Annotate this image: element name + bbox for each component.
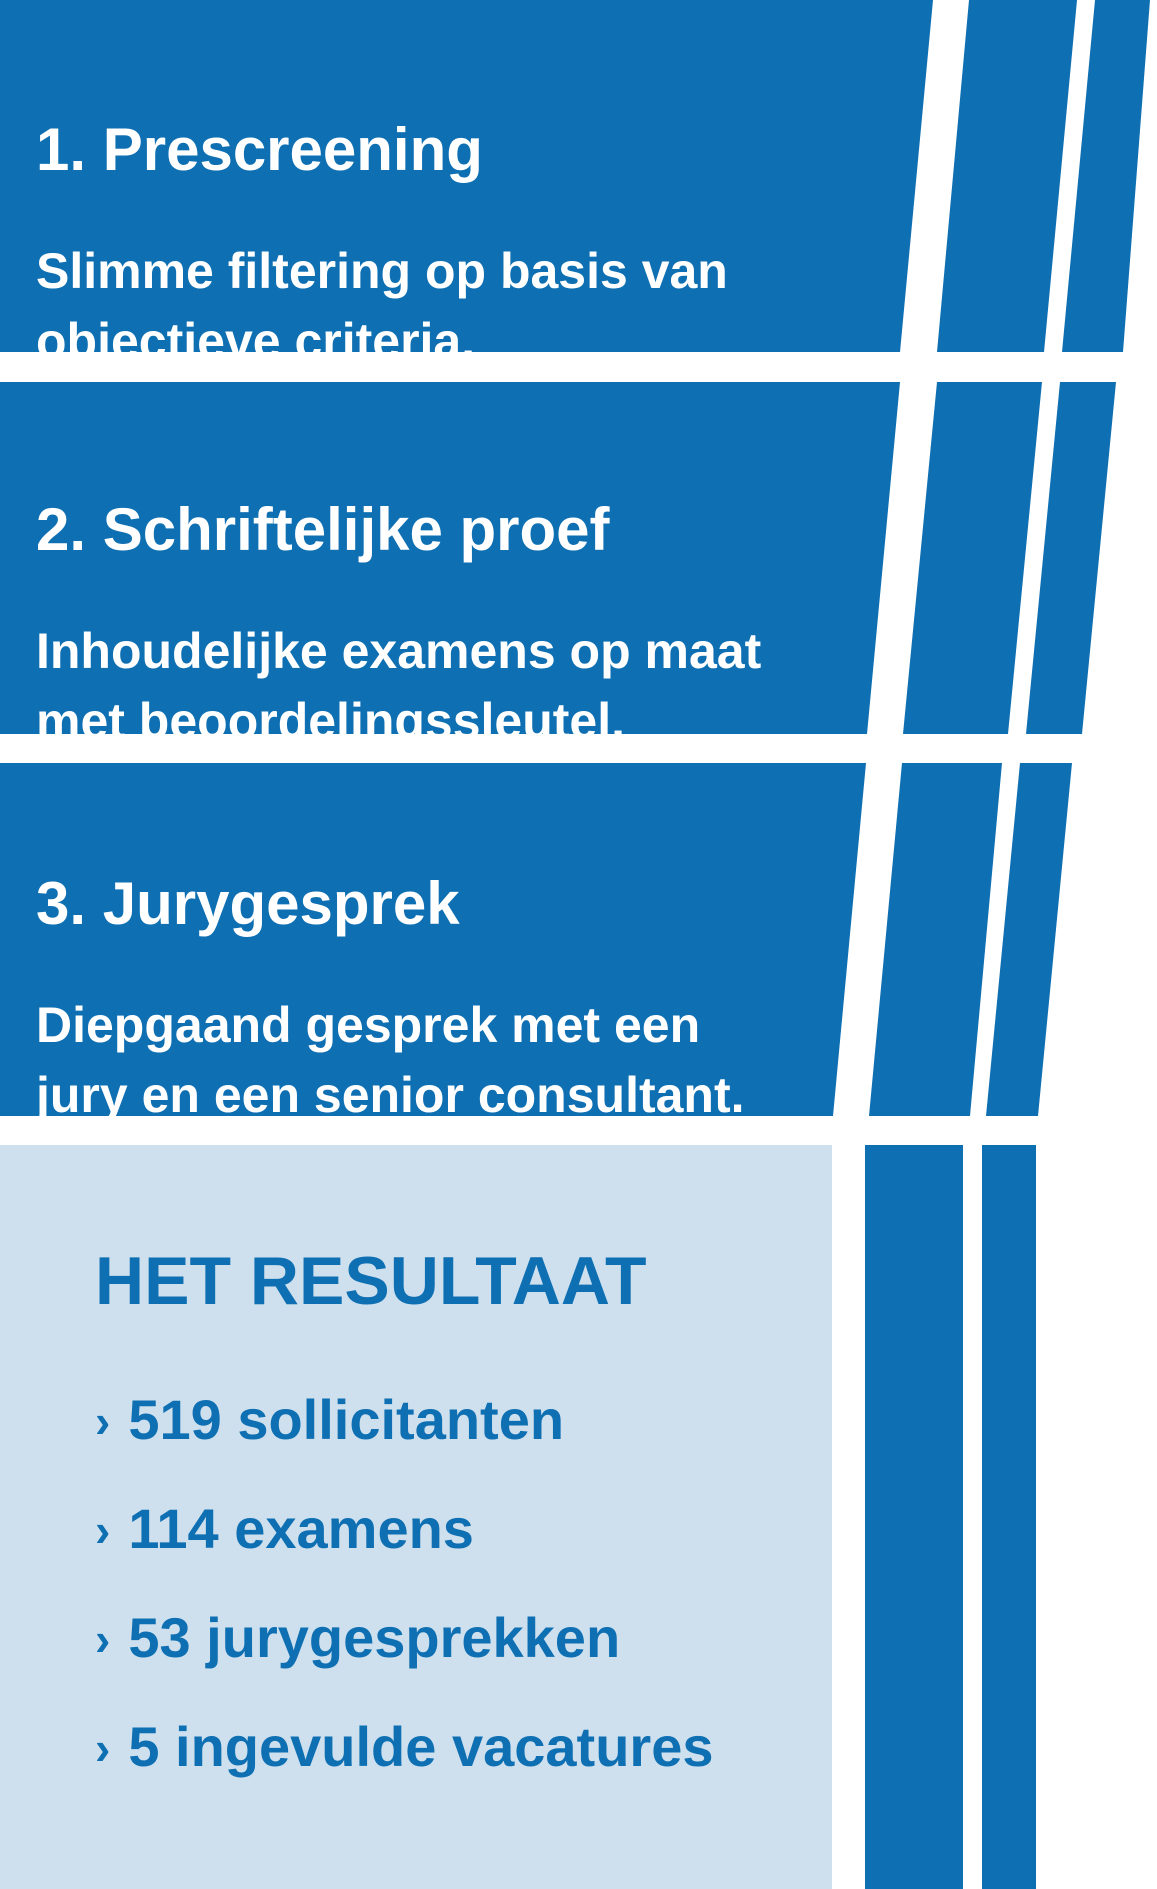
result-item (95, 1475, 713, 1584)
step-schriftelijke-proef (36, 444, 761, 806)
step-description-line: Diepgaand gesprek met een (36, 996, 701, 1053)
step-description-line: jury en een senior consultant. (36, 1066, 745, 1123)
step-title: 3. Jurygesprek (36, 869, 460, 937)
step-description-line: Slimme filtering op basis van (36, 242, 728, 299)
result-item-text: 519 sollicitanten (128, 1388, 565, 1451)
result-item-text: 5 ingevulde vacatures (128, 1715, 714, 1778)
step-description (36, 616, 761, 756)
step-2-stripe-a (903, 382, 1042, 734)
result-item (95, 1584, 713, 1693)
result-item (95, 1366, 713, 1475)
step-1-stripe-a (937, 0, 1077, 352)
result-stripe-b (982, 1145, 1036, 1889)
step-3-stripe-a (869, 763, 1002, 1116)
step-description-line: met beoordelingssleutel. (36, 692, 626, 749)
step-description (36, 990, 745, 1130)
step-prescreening (36, 64, 728, 426)
step-description-line: Inhoudelijke examens op maat (36, 622, 762, 679)
step-title: 1. Prescreening (36, 115, 483, 183)
step-description-line: objectieve criteria. (36, 312, 476, 369)
result-item (95, 1693, 713, 1802)
step-jurygesprek (36, 818, 745, 1180)
chevron-right-icon: › (95, 1613, 111, 1665)
chevron-right-icon: › (95, 1395, 111, 1447)
step-title: 2. Schriftelijke proef (36, 495, 610, 563)
step-description (36, 236, 728, 376)
result-item-text: 53 jurygesprekken (128, 1606, 621, 1669)
result-title: HET RESULTAAT (95, 1243, 647, 1319)
chevron-right-icon: › (95, 1504, 111, 1556)
step-3-stripe-b (986, 763, 1072, 1116)
result-stripe-a (865, 1145, 963, 1889)
step-1-stripe-b (1062, 0, 1150, 352)
result-section (95, 1240, 713, 1802)
result-list (95, 1366, 713, 1802)
chevron-right-icon: › (95, 1722, 111, 1774)
step-2-stripe-b (1026, 382, 1116, 734)
result-item-text: 114 examens (128, 1497, 474, 1560)
